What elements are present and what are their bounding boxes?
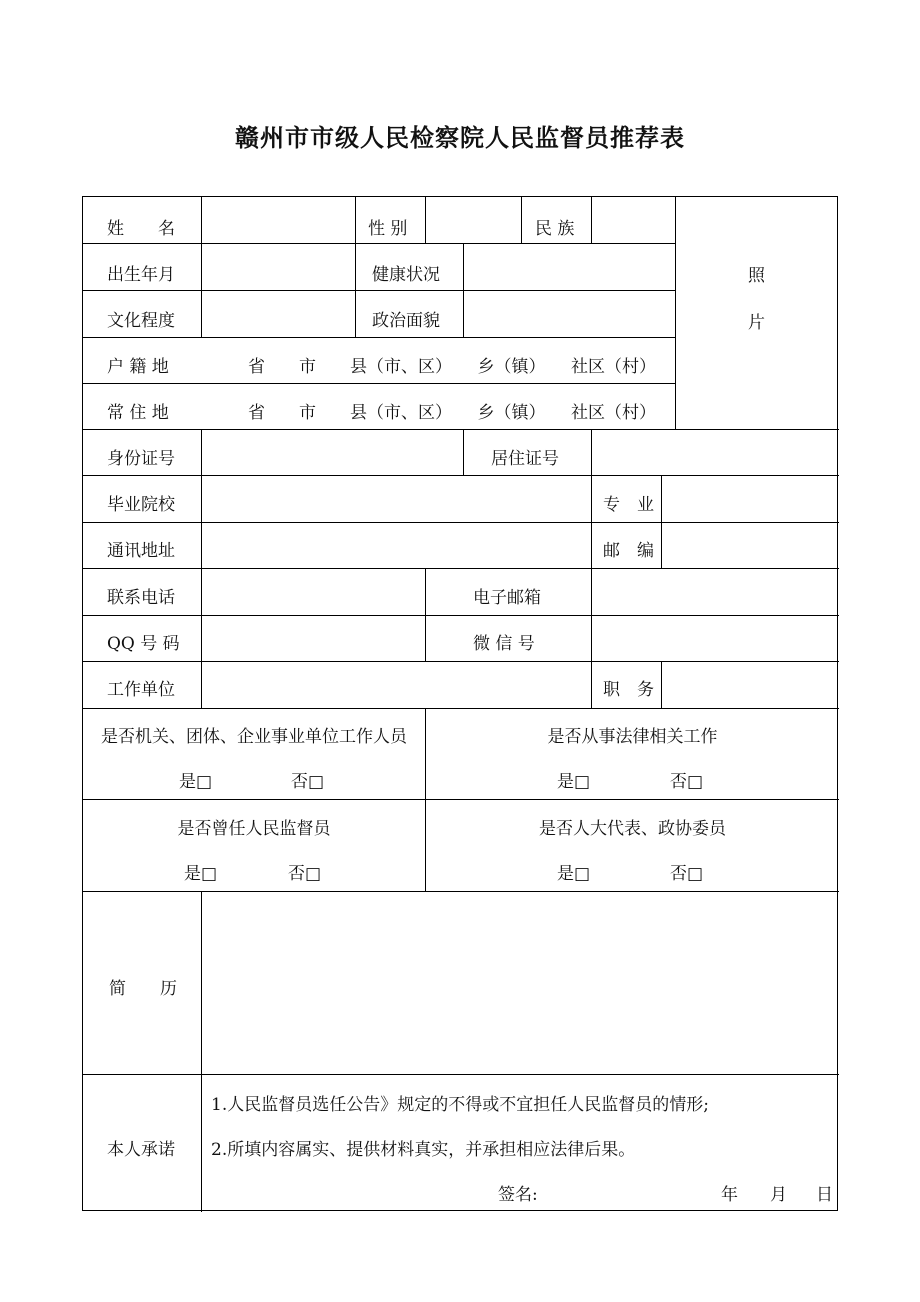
postcode-label: 邮 编 <box>603 541 654 561</box>
health-field[interactable] <box>464 244 675 290</box>
political-label: 政治面貌 <box>372 311 440 331</box>
resume-label: 简 历 <box>109 979 177 999</box>
email-field[interactable] <box>592 569 838 615</box>
form-title: 赣州市市级人民检察院人民监督员推荐表 <box>235 124 685 152</box>
question-public-staff-no[interactable]: 否□ <box>291 772 325 792</box>
phone-label: 联系电话 <box>107 588 175 608</box>
signature-field[interactable] <box>548 1180 708 1208</box>
question-former-supervisor-no[interactable]: 否□ <box>288 864 322 884</box>
pledge-label: 本人承诺 <box>107 1140 175 1160</box>
email-label: 电子邮箱 <box>473 588 541 608</box>
photo-label-1: 照 <box>748 266 765 286</box>
pledge-line-1: 1.人民监督员选任公告》规定的不得或不宜担任人民监督员的情形; <box>211 1095 709 1115</box>
qq-field[interactable] <box>202 616 425 661</box>
gender-field[interactable] <box>426 197 521 243</box>
id-number-label: 身份证号 <box>107 449 175 469</box>
photo-label-2: 片 <box>748 313 765 333</box>
residence-label: 常 住 地 <box>107 403 169 423</box>
name-field[interactable] <box>202 197 355 243</box>
political-field[interactable] <box>464 291 675 337</box>
qq-label: QQ 号 码 <box>107 634 180 654</box>
phone-field[interactable] <box>202 569 425 615</box>
employer-label: 工作单位 <box>107 680 175 700</box>
question-public-staff-yes[interactable]: 是□ <box>179 772 213 792</box>
employer-field[interactable] <box>202 662 591 708</box>
date-year-label: 年 <box>721 1185 738 1205</box>
postcode-field[interactable] <box>662 523 838 568</box>
date-day-label: 日 <box>816 1185 833 1205</box>
birth-field[interactable] <box>202 244 355 290</box>
residence-address-template[interactable]: 省 市 县（市、区） 乡（镇） 社区（村） <box>248 403 656 423</box>
question-deputy-no[interactable]: 否□ <box>670 864 704 884</box>
major-field[interactable] <box>662 476 838 522</box>
education-field[interactable] <box>202 291 355 337</box>
ethnicity-field[interactable] <box>592 197 675 243</box>
question-deputy: 是否人大代表、政协委员 <box>539 819 726 839</box>
question-legal-work: 是否从事法律相关工作 <box>547 727 718 747</box>
health-label: 健康状况 <box>372 265 440 285</box>
resident-permit-label: 居住证号 <box>491 449 559 469</box>
question-legal-work-yes[interactable]: 是□ <box>557 772 591 792</box>
household-address-template[interactable]: 省 市 县（市、区） 乡（镇） 社区（村） <box>248 357 656 377</box>
school-field[interactable] <box>202 476 591 522</box>
education-label: 文化程度 <box>107 311 175 331</box>
question-deputy-yes[interactable]: 是□ <box>557 864 591 884</box>
pledge-line-2: 2.所填内容属实、提供材料真实，并承担相应法律后果。 <box>211 1140 636 1160</box>
position-label: 职 务 <box>603 680 654 700</box>
resident-permit-field[interactable] <box>592 430 838 475</box>
question-former-supervisor: 是否曾任人民监督员 <box>177 819 331 839</box>
birth-label: 出生年月 <box>107 265 175 285</box>
question-former-supervisor-yes[interactable]: 是□ <box>184 864 218 884</box>
gender-label: 性 别 <box>368 219 408 239</box>
wechat-field[interactable] <box>592 616 838 661</box>
school-label: 毕业院校 <box>107 495 175 515</box>
question-legal-work-no[interactable]: 否□ <box>670 772 704 792</box>
date-month-label: 月 <box>770 1185 787 1205</box>
name-label: 姓 名 <box>107 219 175 239</box>
id-number-field[interactable] <box>202 430 463 475</box>
address-field[interactable] <box>202 523 591 568</box>
position-field[interactable] <box>662 662 838 708</box>
wechat-label: 微 信 号 <box>473 634 535 654</box>
signature-label: 签名: <box>498 1185 538 1205</box>
major-label: 专 业 <box>603 495 654 515</box>
resume-field[interactable] <box>202 892 838 1074</box>
address-label: 通讯地址 <box>107 541 175 561</box>
household-label: 户 籍 地 <box>107 357 169 377</box>
ethnicity-label: 民 族 <box>535 219 575 239</box>
recommendation-form-table <box>82 196 838 1211</box>
question-public-staff: 是否机关、团体、企业事业单位工作人员 <box>101 727 407 747</box>
